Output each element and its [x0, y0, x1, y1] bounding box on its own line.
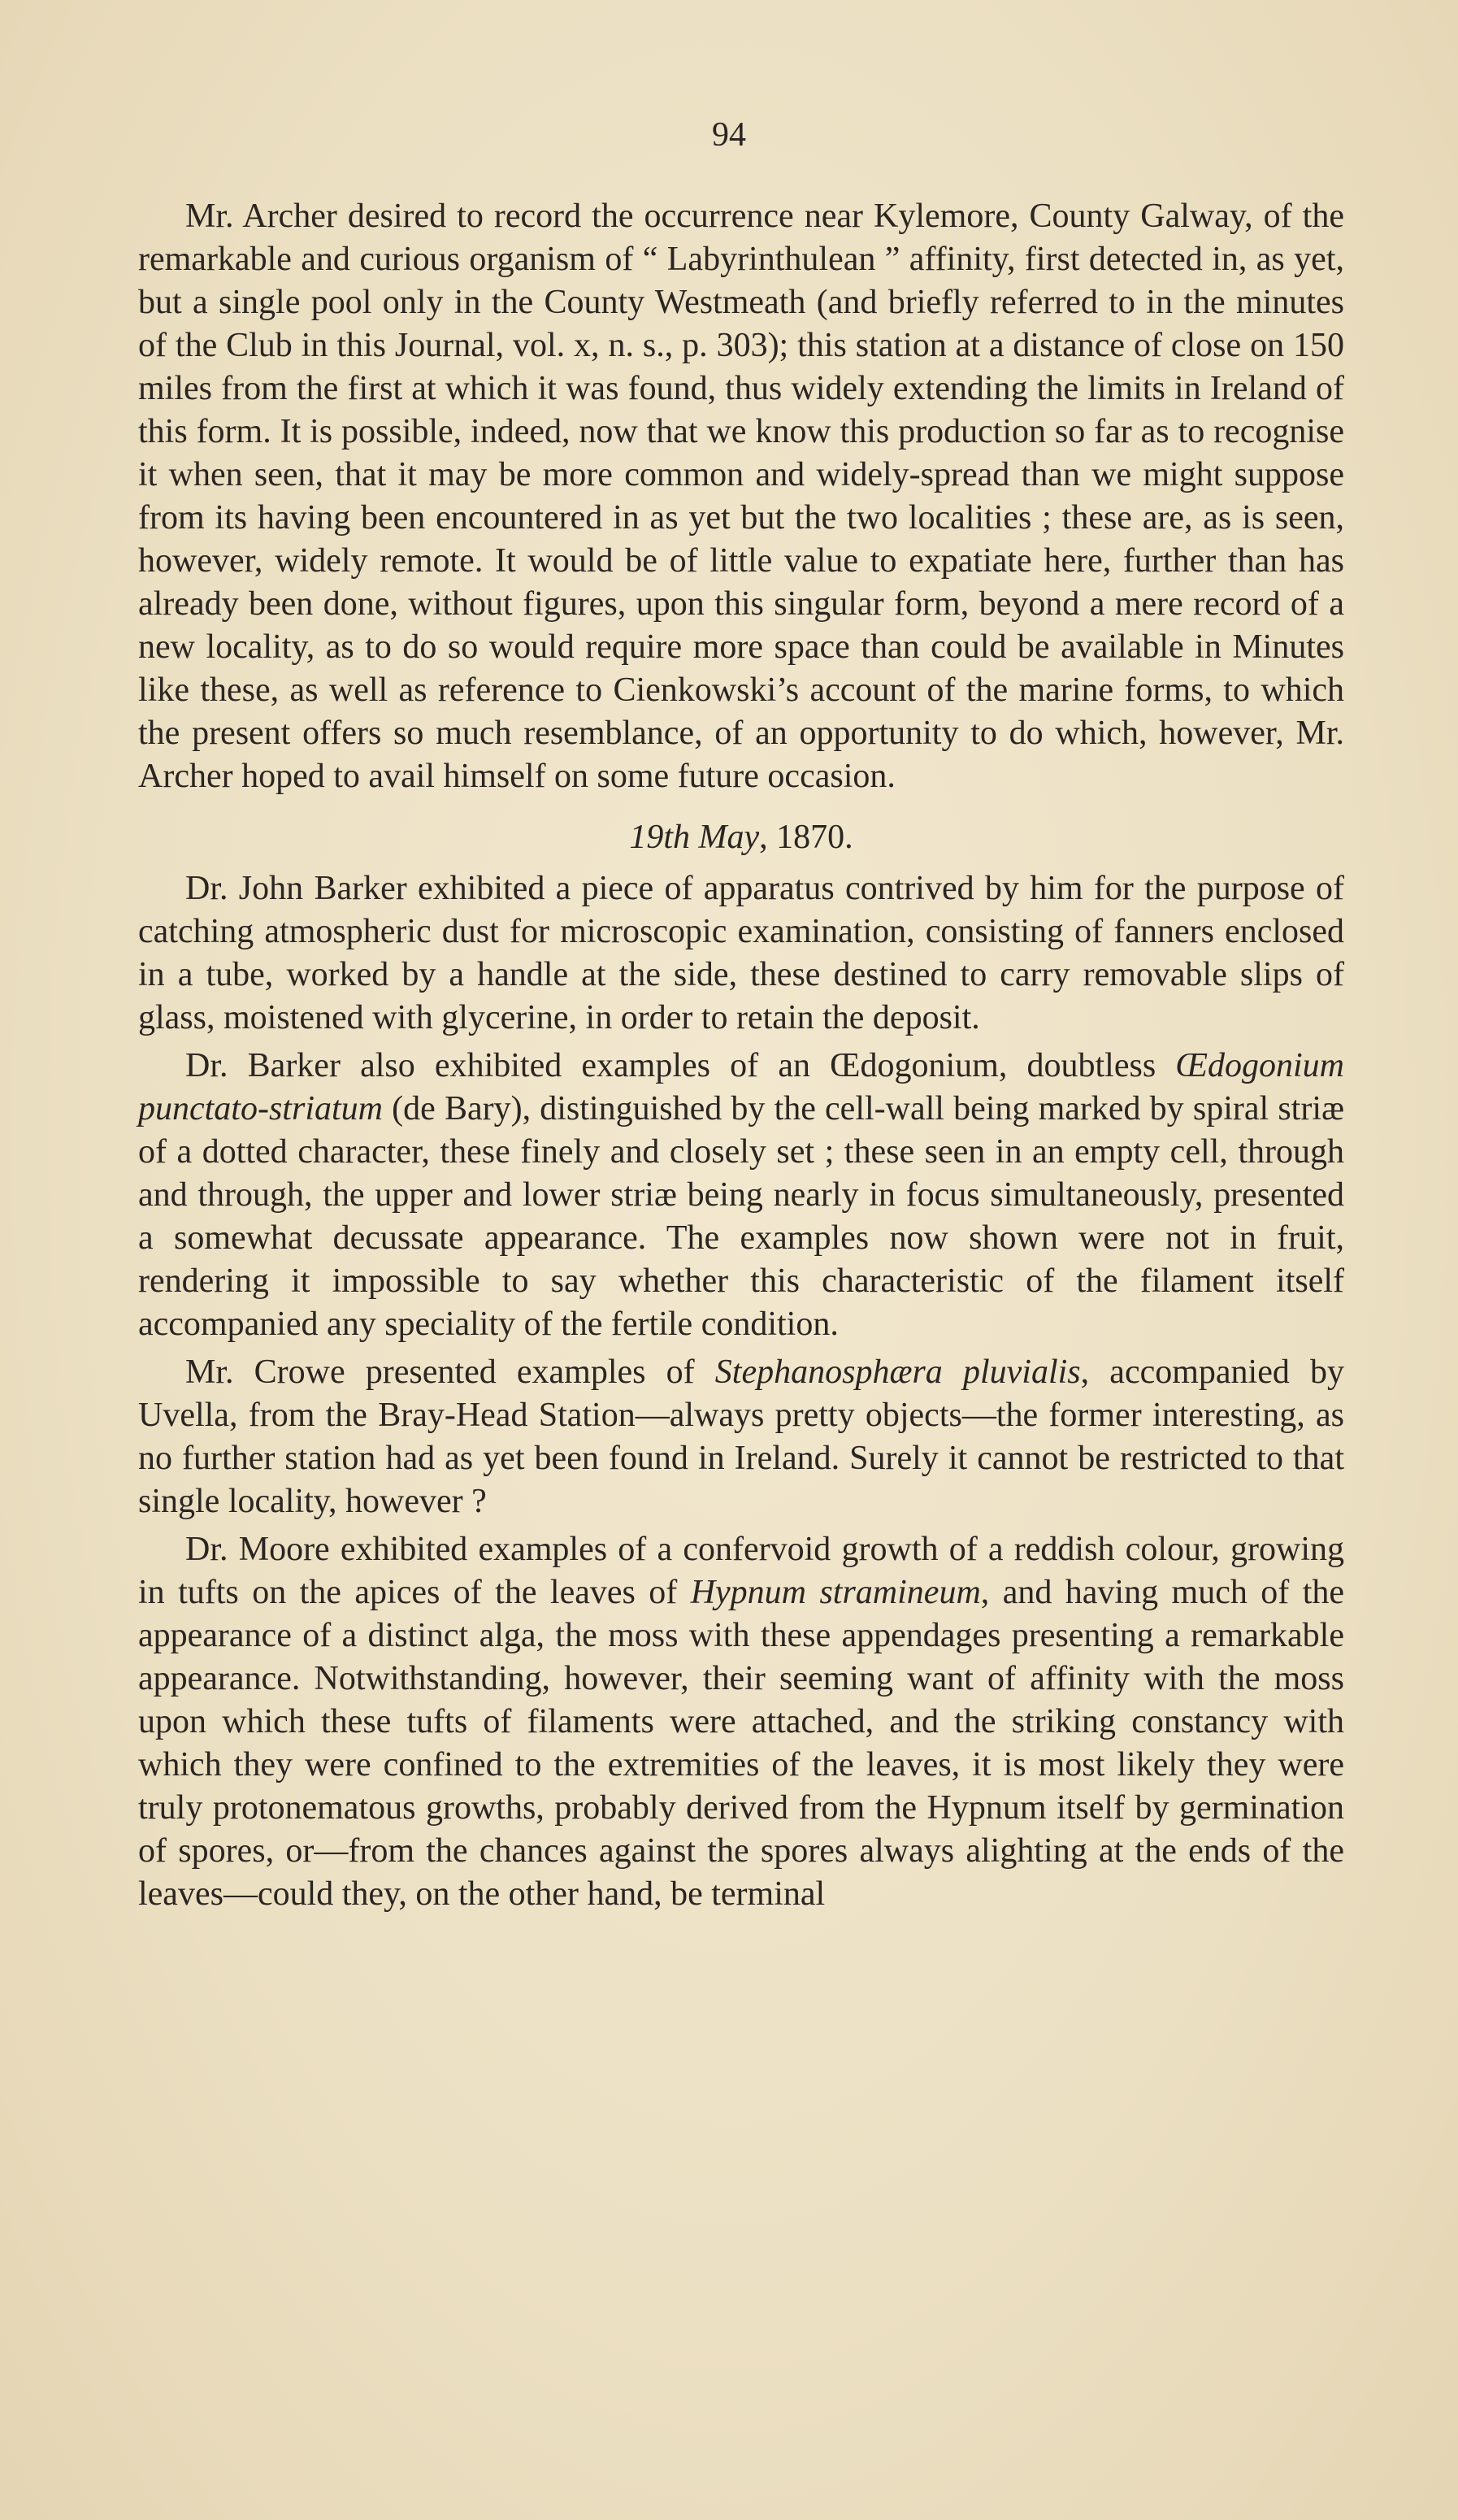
paragraph-crowe-part2: , accompanied by Uvella, from the Bray-Head Station—always pretty objects—the former interesting, as no further station had as yet been found in Ireland. Surely it cannot be restricted to that single locality, however ? [138, 1353, 1344, 1520]
page-number: 94 [712, 116, 746, 154]
paragraph-crowe [138, 1351, 1344, 1523]
paragraph-barker-oedogonium-part2: (de Bary), distinguished by the cell-wall being marked by spiral striæ of a dotted character, these finely and closely set ; these seen in an empty cell, through and through, the upper and lower striæ being nearly in focus simultaneously, presented a somewhat decussate appearance. The examples now shown were not in fruit, rendering it impossible to say whether this characteristic of the filament itself accompanied any speciality of the fertile condition. [138, 1090, 1344, 1343]
paragraph-moore-part1: Dr. Moore exhibited examples of a confervoid growth of a reddish colour, growing in tufts on the apices of the leaves of [138, 1531, 1344, 1611]
paragraph-barker-oedogonium [138, 1045, 1344, 1346]
date-heading [138, 816, 1344, 859]
paragraph-barker-apparatus: Dr. John Barker exhibited a piece of apparatus contrived by him for the purpose of catching atmospheric dust for microscopic examination, consisting of fanners enclosed in a tube, worked by a handle at the side, these destined to carry removable slips of glass, moistened with glycerine, in order to retain the deposit. [138, 870, 1344, 1036]
paragraph-archer: Mr. Archer desired to record the occurrence near Kylemore, County Galway, of the remarkable and curious organism of “ Labyrinthulean ” affinity, first detected in, as yet, but a single pool only in the County Westmeath (and briefly referred to in the minutes of the Club in this Journal, vol. x, n. s., p. 303); this station at a distance of close on 150 miles from the first at which it was found, thus widely extending the limits in Ireland of this form. It is possible, indeed, now that we know this production so far as to recognise it when seen, that it may be more common and widely-spread than we might suppose from its having been encountered in as yet but the two localities ; these are, as is seen, however, widely remote. It would be of little value to expatiate here, further than has already been done, without figures, upon this singular form, beyond a mere record of a new locality, as to do so would require more space than could be available in Minutes like these, as well as reference to Cienkowski’s account of the marine forms, to which the present offers so much resemblance, of an opportunity to do which, however, Mr. Archer hoped to avail himself on some future occasion. [138, 198, 1344, 795]
body-text [138, 195, 1344, 1916]
date-heading-day: 19th May [629, 819, 760, 856]
date-heading-year: , 1870. [759, 819, 853, 856]
paragraph-crowe-part1: Mr. Crowe presented examples of [185, 1353, 715, 1391]
paragraph-moore-part2: , and having much of the appearance of a distinct alga, the moss with these appendages presenting a remarkable appearance. Notwithstanding, however, their seeming want of affinity with the moss upon which these tufts of filaments were attached, and the striking constancy with which they were confined to the extremities of the leaves, it is most likely they were truly protonematous growths, probably derived from the Hypnum itself by germination of spores, or—from the chances against the spores always alighting at the ends of the leaves—could they, on the other hand, be terminal [138, 1574, 1345, 1913]
species-name-hypnum: Hypnum stramineum [690, 1574, 981, 1611]
species-name-oedogonium: Œdogonium punctato-striatum [138, 1047, 1344, 1127]
paragraph-barker-oedogonium-part1: Dr. Barker also exhibited examples of an Œdogonium, doubtless [185, 1047, 1176, 1084]
paragraph-moore [138, 1528, 1344, 1916]
species-name-stephanosphaera: Stephanosphæra pluvialis [714, 1353, 1081, 1391]
